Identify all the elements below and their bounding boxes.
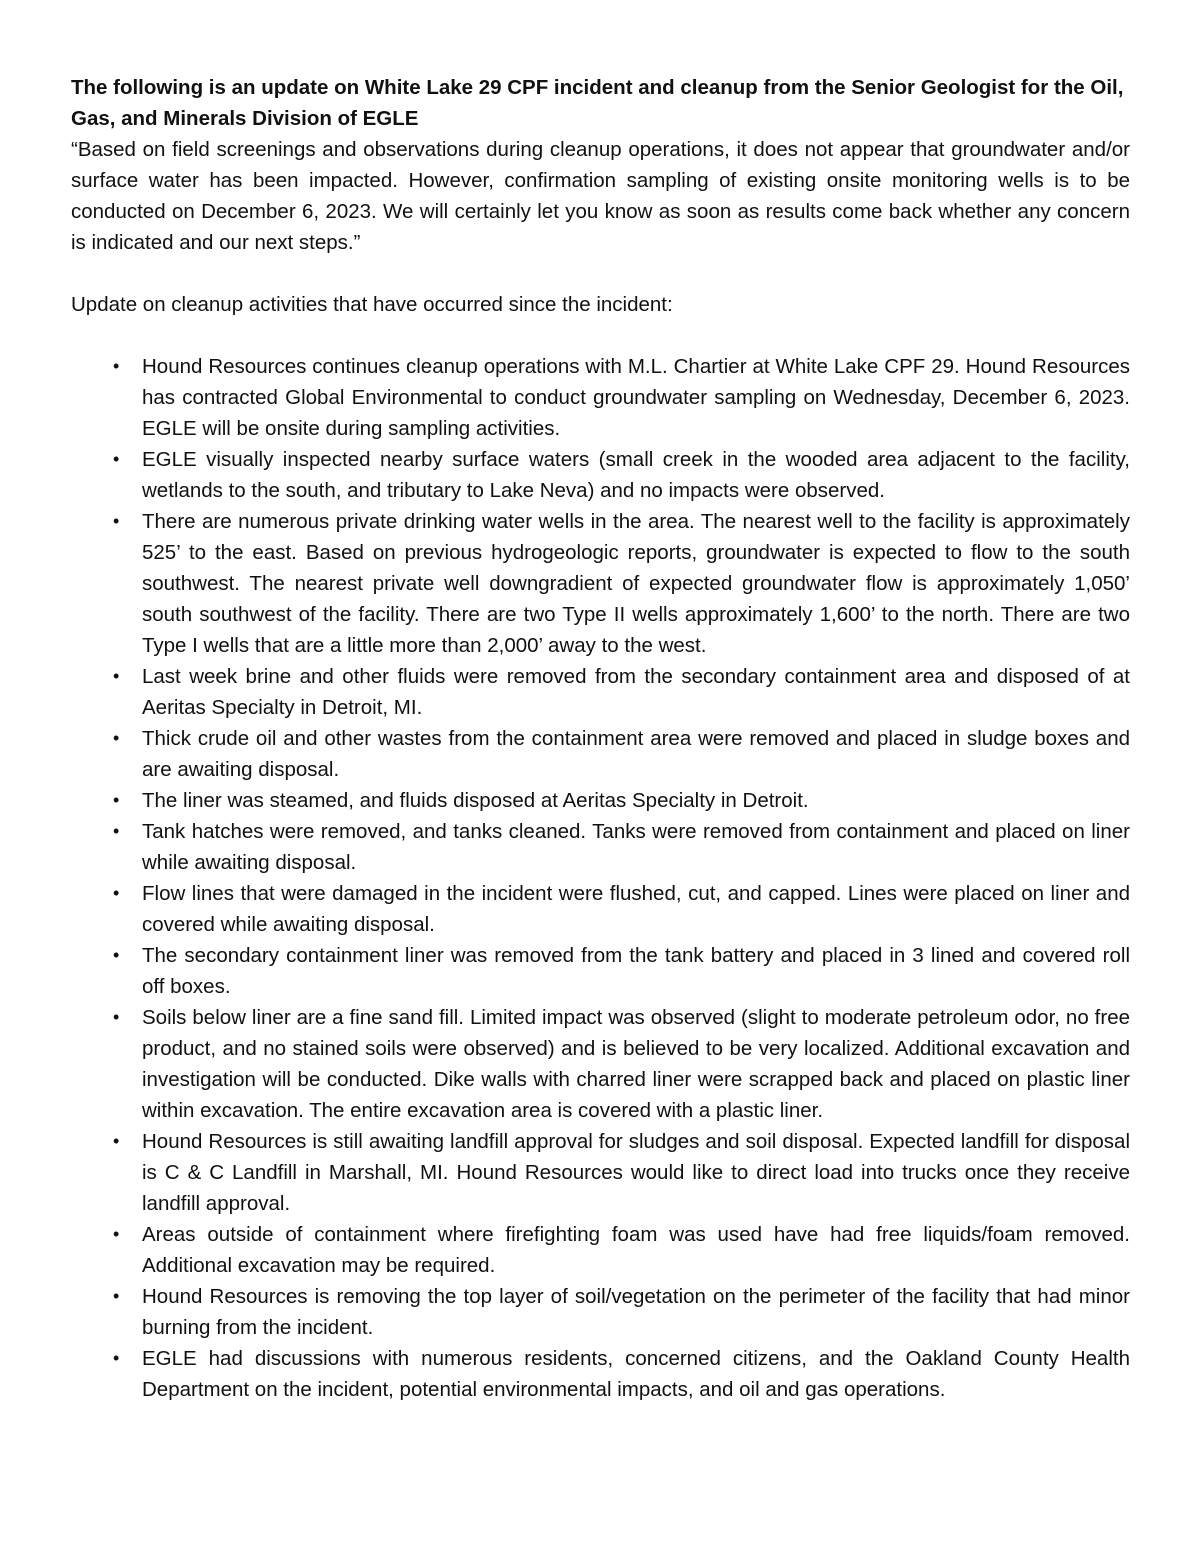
list-item bbox=[71, 1281, 1130, 1343]
document-heading: The following is an update on White Lake 29 CPF incident and cleanup from the Senior Geologist for the Oil, Gas, and Minerals Division of EGLE bbox=[71, 76, 1124, 130]
bullet-icon: • bbox=[113, 883, 120, 903]
document-page bbox=[71, 72, 1130, 1405]
bullet-icon: • bbox=[113, 945, 120, 965]
list-item bbox=[71, 723, 1130, 785]
list-item bbox=[71, 661, 1130, 723]
list-item-text: Areas outside of containment where firefighting foam was used have had free liquids/foam removed. Additional excavation may be required. bbox=[142, 1223, 1130, 1277]
bullet-icon: • bbox=[113, 1007, 120, 1027]
bullet-icon: • bbox=[113, 1224, 120, 1244]
list-item bbox=[71, 1126, 1130, 1219]
list-item-text: Thick crude oil and other wastes from the containment area were removed and placed in sludge boxes and are awaiting disposal. bbox=[142, 727, 1130, 781]
bullet-icon: • bbox=[113, 1286, 120, 1306]
list-item bbox=[71, 506, 1130, 661]
list-item bbox=[71, 878, 1130, 940]
list-item-text: The secondary containment liner was removed from the tank battery and placed in 3 lined and covered roll off boxes. bbox=[142, 944, 1130, 998]
list-item bbox=[71, 785, 1130, 816]
list-item-text: EGLE had discussions with numerous residents, concerned citizens, and the Oakland County Health Department on the incident, potential environmental impacts, and oil and gas operations. bbox=[142, 1347, 1130, 1401]
geologist-quote: “Based on field screenings and observations during cleanup operations, it does not appear that groundwater and/or surface water has been impacted. However, confirmation sampling of existing onsite monitoring wells is to be conducted on December 6, 2023. We will certainly let you know as soon as results come back whether any concern is indicated and our next steps.” bbox=[71, 138, 1130, 254]
list-item-text: Flow lines that were damaged in the incident were flushed, cut, and capped. Lines were placed on liner and covered while awaiting disposal. bbox=[142, 882, 1130, 936]
list-item-text: EGLE visually inspected nearby surface waters (small creek in the wooded area adjacent to the facility, wetlands to the south, and tributary to Lake Neva) and no impacts were observed. bbox=[142, 448, 1130, 502]
list-item-text: Hound Resources is still awaiting landfill approval for sludges and soil disposal. Expected landfill for disposal is C & C Landfill in Marshall, MI. Hound Resources would like to direct load into trucks once they receive landfill approval. bbox=[142, 1130, 1130, 1215]
bullet-icon: • bbox=[113, 1348, 120, 1368]
bullet-icon: • bbox=[113, 1131, 120, 1151]
list-item bbox=[71, 1343, 1130, 1405]
bullet-icon: • bbox=[113, 449, 120, 469]
list-item-text: There are numerous private drinking water wells in the area. The nearest well to the facility is approximately 525’ to the east. Based on previous hydrogeologic reports, groundwater is expected to flow to the south southwest. The nearest private well downgradient of expected groundwater flow is approximately 1,050’ south southwest of the facility. There are two Type II wells approximately 1,600’ to the north. There are two Type I wells that are a little more than 2,000’ away to the west. bbox=[142, 510, 1130, 657]
bullet-icon: • bbox=[113, 666, 120, 686]
list-item-text: Hound Resources continues cleanup operations with M.L. Chartier at White Lake CPF 29. Hound Resources has contracted Global Environmental to conduct groundwater sampling on Wednesday, December 6, 2023. EGLE will be onsite during sampling activities. bbox=[142, 355, 1130, 440]
list-item bbox=[71, 351, 1130, 444]
list-item-text: Hound Resources is removing the top layer of soil/vegetation on the perimeter of the facility that had minor burning from the incident. bbox=[142, 1285, 1130, 1339]
list-item-text: The liner was steamed, and fluids disposed at Aeritas Specialty in Detroit. bbox=[142, 789, 809, 812]
bullet-icon: • bbox=[113, 356, 120, 376]
cleanup-activities-list bbox=[71, 351, 1130, 1405]
list-item-text: Tank hatches were removed, and tanks cleaned. Tanks were removed from containment and placed on liner while awaiting disposal. bbox=[142, 820, 1130, 874]
bullet-icon: • bbox=[113, 728, 120, 748]
update-intro: Update on cleanup activities that have occurred since the incident: bbox=[71, 293, 673, 316]
list-item bbox=[71, 444, 1130, 506]
list-item-text: Last week brine and other fluids were removed from the secondary containment area and disposed of at Aeritas Specialty in Detroit, MI. bbox=[142, 665, 1130, 719]
list-item bbox=[71, 940, 1130, 1002]
list-item bbox=[71, 1002, 1130, 1126]
list-item-text: Soils below liner are a fine sand fill. Limited impact was observed (slight to moderate petroleum odor, no free product, and no stained soils were observed) and is believed to be very localized. Additional excavation and investigation will be conducted. Dike walls with charred liner were scrapped back and placed on plastic liner within excavation. The entire excavation area is covered with a plastic liner. bbox=[142, 1006, 1130, 1122]
bullet-icon: • bbox=[113, 821, 120, 841]
bullet-icon: • bbox=[113, 511, 120, 531]
list-item bbox=[71, 1219, 1130, 1281]
list-item bbox=[71, 816, 1130, 878]
bullet-icon: • bbox=[113, 790, 120, 810]
